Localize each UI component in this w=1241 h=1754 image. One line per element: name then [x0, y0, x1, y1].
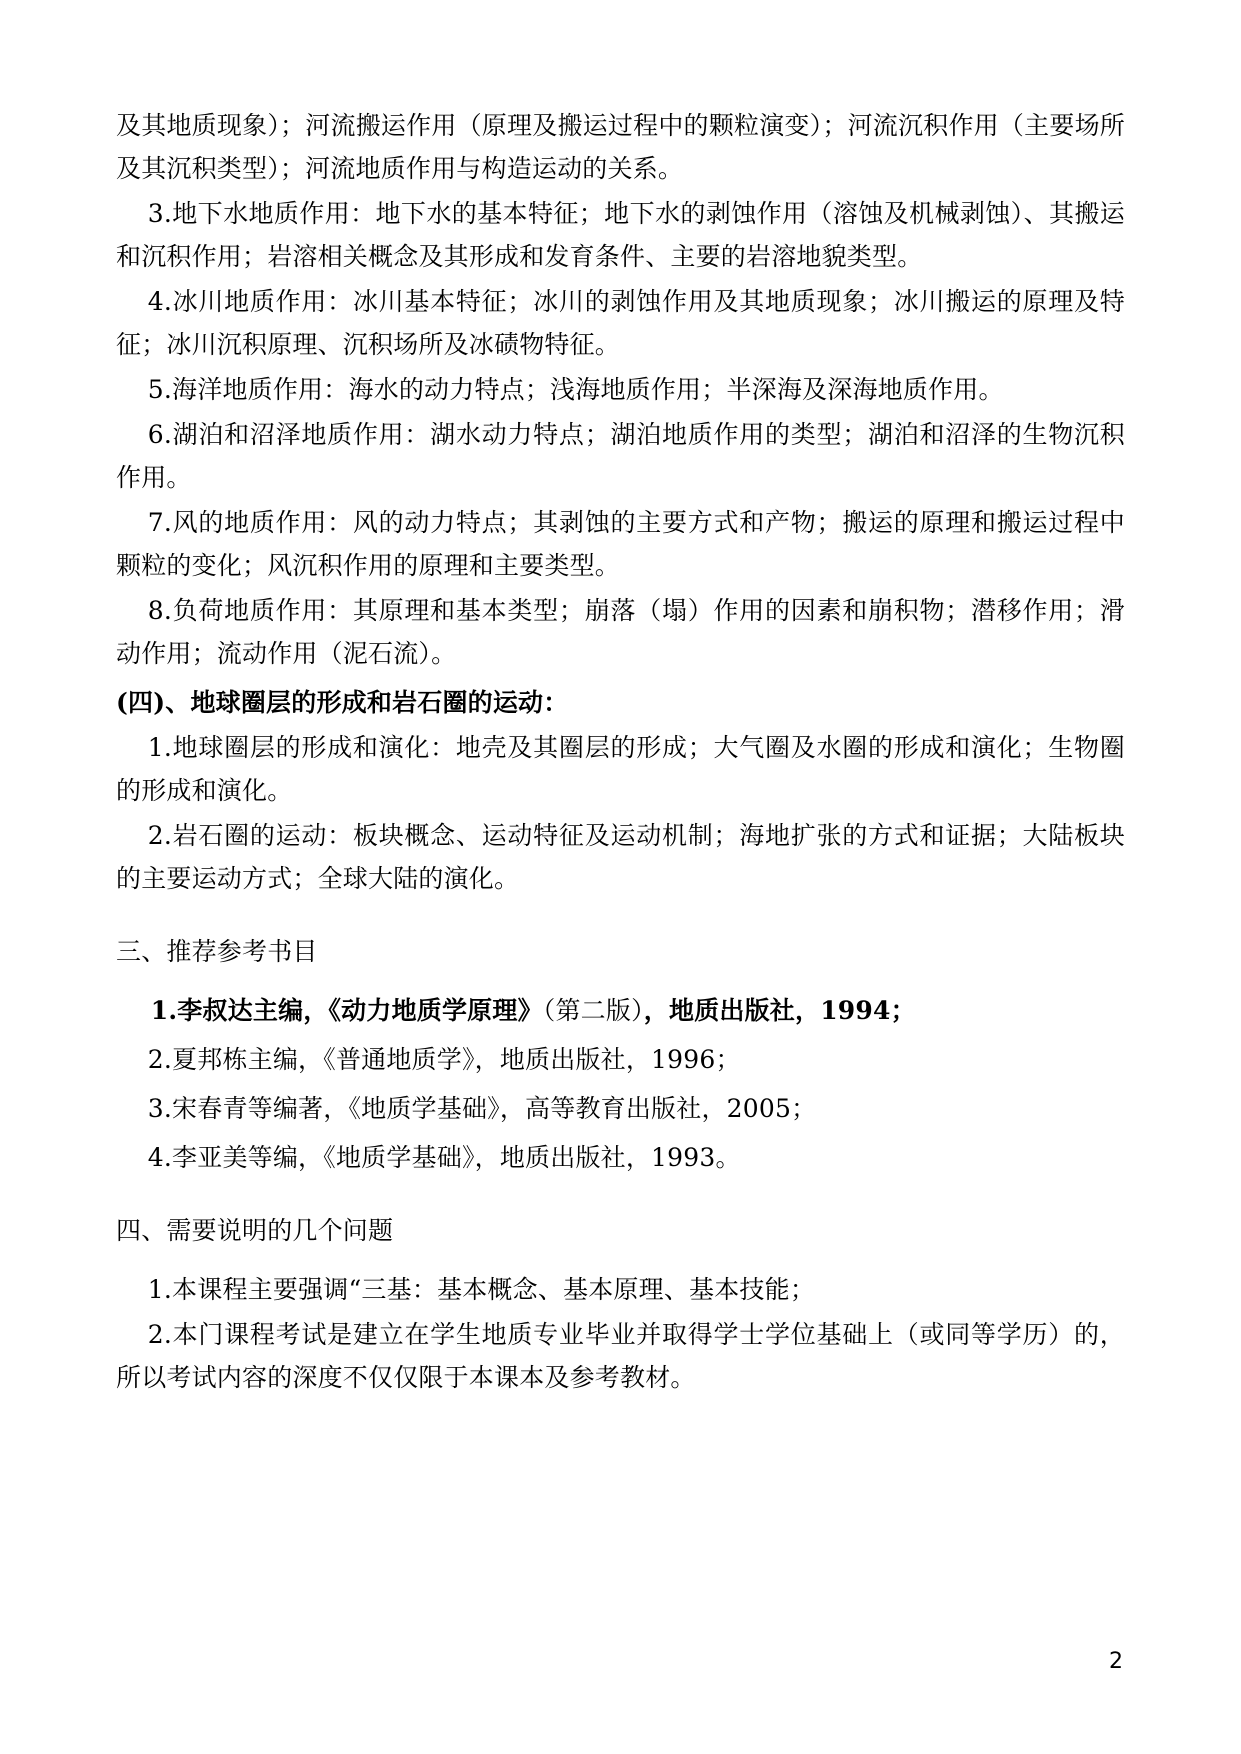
heading-notes: 四、需要说明的几个问题	[116, 1216, 394, 1245]
section-heading-four: (四)、地球圈层的形成和岩石圈的运动：	[116, 688, 569, 717]
note-item-2: 2.本门课程考试是建立在学生地质专业毕业并取得学士学位基础上（或同等学历）的，所以考试内容的深度不仅仅限于本课本及参考教材。	[116, 1320, 1125, 1392]
reference-1-normal: （第二版）	[542, 996, 644, 1025]
heading-references: 三、推荐参考书目	[116, 937, 318, 966]
paragraph-item-7: 7.风的地质作用：风的动力特点；其剥蚀的主要方式和产物；搬运的原理和搬运过程中颗粒的变化；风沉积作用的原理和主要类型。	[116, 508, 1125, 580]
paragraph-item-5: 5.海洋地质作用：海水的动力特点；浅海地质作用；半深海及深海地质作用。	[147, 375, 1004, 404]
paragraph-item-4: 4.冰川地质作用：冰川基本特征；冰川的剥蚀作用及其地质现象；冰川搬运的原理及特征；冰川沉积原理、沉积场所及冰碛物特征。	[116, 287, 1125, 359]
paragraph-sub-1: 1.地球圈层的形成和演化：地壳及其圈层的形成；大气圈及水圈的形成和演化；生物圈的形成和演化。	[116, 733, 1125, 805]
reference-list	[116, 989, 1125, 1179]
reference-item-2: 2.夏邦栋主编，《普通地质学》，地质出版社，1996；	[147, 1045, 741, 1074]
document-body	[116, 104, 1125, 1399]
paragraph-continued-river: 及其地质现象）；河流搬运作用（原理及搬运过程中的颗粒演变）；河流沉积作用（主要场所及其沉积类型）；河流地质作用与构造运动的关系。	[116, 111, 1125, 183]
paragraph-item-3: 3.地下水地质作用：地下水的基本特征；地下水的剥蚀作用（溶蚀及机械剥蚀）、其搬运和沉积作用；岩溶相关概念及其形成和发育条件、主要的岩溶地貌类型。	[116, 199, 1125, 271]
reference-1-bold-tail: ，地质出版社，1994；	[643, 996, 916, 1025]
note-item-1: 1.本课程主要强调“三基：基本概念、基本原理、基本技能；	[147, 1275, 816, 1304]
page-number: 2	[1109, 1649, 1123, 1674]
reference-1-bold-head: 1.李叔达主编，《动力地质学原理》	[150, 996, 543, 1025]
reference-item-1	[116, 989, 1125, 1032]
reference-item-3: 3.宋春青等编著，《地质学基础》，高等教育出版社，2005；	[147, 1094, 817, 1123]
reference-item-4: 4.李亚美等编，《地质学基础》，地质出版社，1993。	[147, 1143, 741, 1172]
notes-list	[116, 1268, 1125, 1399]
paragraph-item-6: 6.湖泊和沼泽地质作用：湖水动力特点；湖泊地质作用的类型；湖泊和沼泽的生物沉积作用。	[116, 420, 1125, 492]
paragraph-sub-2: 2.岩石圈的运动：板块概念、运动特征及运动机制；海地扩张的方式和证据；大陆板块的主要运动方式；全球大陆的演化。	[116, 821, 1125, 893]
paragraph-item-8: 8.负荷地质作用：其原理和基本类型；崩落（塌）作用的因素和崩积物；潜移作用；滑动作用；流动作用（泥石流）。	[116, 596, 1125, 668]
